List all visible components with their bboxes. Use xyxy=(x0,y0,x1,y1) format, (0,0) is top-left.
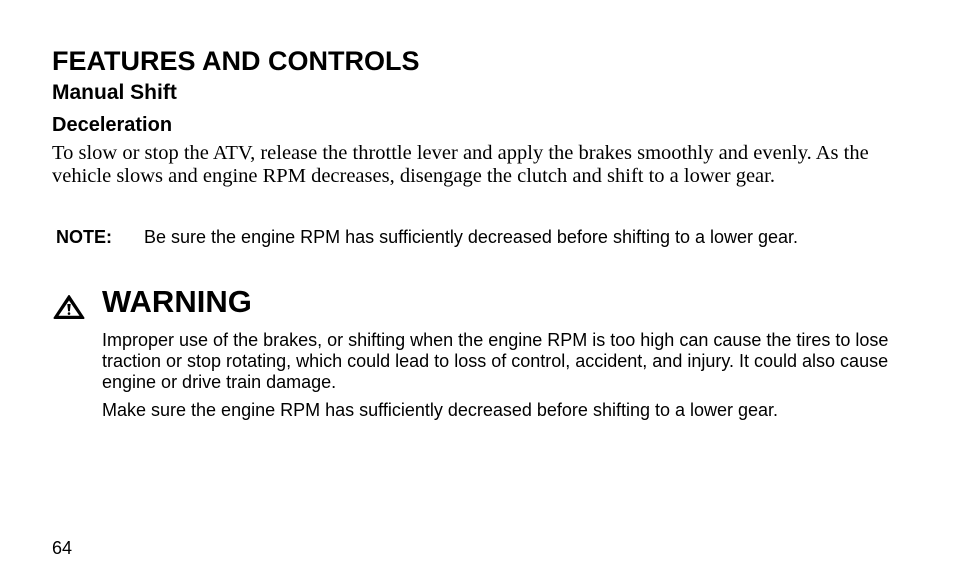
subsection-title: Deceleration xyxy=(52,114,173,136)
warning-title: WARNING xyxy=(102,284,252,319)
warning-paragraph-1: Improper use of the brakes, or shifting when the engine RPM is too high can cause the tires to lose traction or stop rotating, which could lead to loss of control, accident, and injury. It could also cause engine or drive train damage. xyxy=(102,330,889,392)
sub-title: Manual Shift xyxy=(52,81,177,104)
warning-paragraph-2: Make sure the engine RPM has sufficiently decreased before shifting to a lower gear. xyxy=(102,400,779,420)
warning-triangle-icon xyxy=(53,294,85,320)
page-number: 64 xyxy=(52,538,73,558)
note-text: Be sure the engine RPM has sufficiently decreased before shifting to a lower gear. xyxy=(144,227,799,247)
section-title: FEATURES AND CONTROLS xyxy=(52,46,420,76)
note-label: NOTE: xyxy=(56,227,112,247)
body-paragraph: To slow or stop the ATV, release the throttle lever and apply the brakes smoothly and evenly. As the vehicle slows and engine RPM decreases, disengage the clutch and shift to a lower gear. xyxy=(52,142,869,187)
